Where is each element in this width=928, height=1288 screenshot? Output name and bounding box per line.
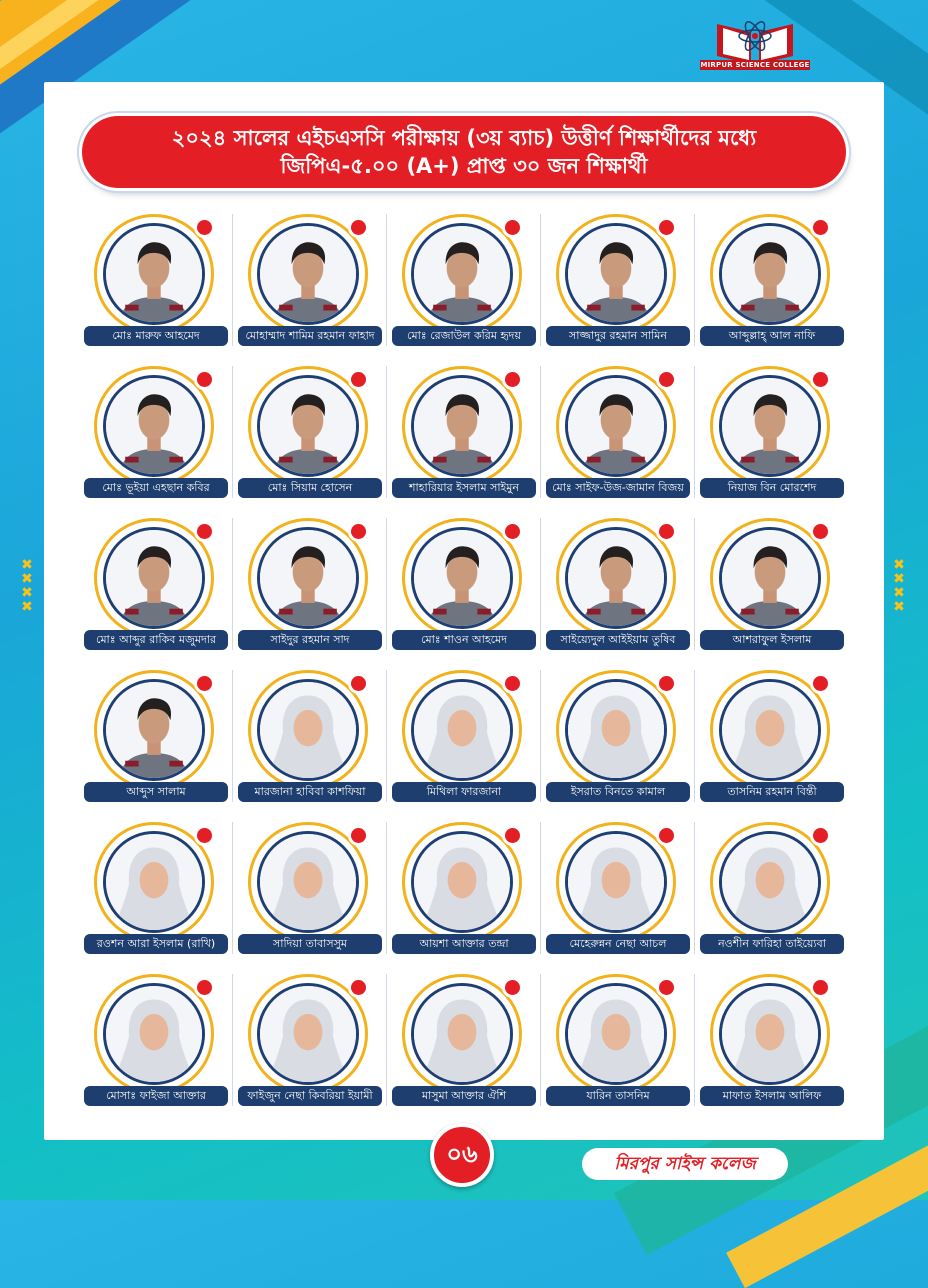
photo-frame (257, 375, 359, 477)
student-photo (106, 834, 202, 930)
student-name: মেহেরুন্নন নেছা আচল (546, 934, 690, 954)
student-name: মোঃ মারুফ আহমেদ (84, 326, 228, 346)
red-dot-icon (659, 676, 674, 691)
student-name: রওশন আরা ইসলাম (রাখি) (84, 934, 228, 954)
student-name: মোঃ আব্দুর রাকিব মজুমদার (84, 630, 228, 650)
student-card (390, 670, 542, 820)
column-divider (694, 214, 695, 346)
column-divider (386, 974, 387, 1106)
column-divider (386, 518, 387, 650)
student-card (236, 974, 388, 1124)
student-photo (106, 986, 202, 1082)
photo-frame (257, 679, 359, 781)
column-divider (694, 518, 695, 650)
red-dot-icon (813, 980, 828, 995)
student-card (544, 214, 696, 364)
photo-frame (103, 983, 205, 1085)
student-name: মোঃ শাওন আহমেদ (392, 630, 536, 650)
student-card (390, 822, 542, 972)
red-dot-icon (351, 524, 366, 539)
student-name: যারিন তাসনিম (546, 1086, 690, 1106)
title-banner (82, 116, 846, 188)
student-photo (568, 986, 664, 1082)
student-photo (722, 682, 818, 778)
student-photo (106, 226, 202, 322)
student-name: শাহারিয়ার ইসলাম সাইমুন (392, 478, 536, 498)
red-dot-icon (813, 524, 828, 539)
photo-frame (257, 527, 359, 629)
student-photo (722, 834, 818, 930)
student-card (390, 214, 542, 364)
student-photo (260, 834, 356, 930)
student-photo (722, 226, 818, 322)
logo-text: MIRPUR SCIENCE COLLEGE (700, 61, 810, 69)
photo-frame (719, 831, 821, 933)
column-divider (694, 974, 695, 1106)
student-photo (414, 682, 510, 778)
red-dot-icon (659, 524, 674, 539)
student-name: মোঃ রেজাউল করিম হৃদয় (392, 326, 536, 346)
student-name: ফাইজুন নেছা কিবরিয়া ইয়ামী (238, 1086, 382, 1106)
decor-cross-icon: ✖ ✖ ✖ ✖ (21, 557, 33, 615)
student-name: সাজ্জাদুর রহমান সামিন (546, 326, 690, 346)
red-dot-icon (197, 220, 212, 235)
red-dot-icon (505, 980, 520, 995)
column-divider (386, 822, 387, 954)
photo-frame (103, 679, 205, 781)
student-photo (260, 378, 356, 474)
student-card (236, 214, 388, 364)
student-card (390, 974, 542, 1124)
student-card (698, 518, 850, 668)
photo-frame (565, 527, 667, 629)
column-divider (232, 822, 233, 954)
column-divider (232, 974, 233, 1106)
red-dot-icon (351, 676, 366, 691)
red-dot-icon (505, 828, 520, 843)
student-photo (568, 834, 664, 930)
student-card (82, 518, 234, 668)
student-card (544, 822, 696, 972)
column-divider (232, 518, 233, 650)
student-card (698, 214, 850, 364)
banner-title-line1: ২০২৪ সালের এইচএসসি পরীক্ষায় (৩য় ব্যাচ) উত্তীর্ণ শিক্ষার্থীদের মধ্যে (171, 126, 757, 150)
student-photo (414, 530, 510, 626)
red-dot-icon (813, 220, 828, 235)
red-dot-icon (505, 372, 520, 387)
student-card (544, 974, 696, 1124)
student-name: তাসনিম রহমান বিন্তী (700, 782, 844, 802)
student-photo (414, 378, 510, 474)
column-divider (232, 670, 233, 802)
column-divider (386, 366, 387, 498)
photo-frame (565, 679, 667, 781)
student-name: মাসুমা আক্তার ঐশি (392, 1086, 536, 1106)
student-name: আব্দুল্লাহ্ আল নাফি (700, 326, 844, 346)
column-divider (232, 214, 233, 346)
student-name: আশরাফুল ইসলাম (700, 630, 844, 650)
student-card (82, 974, 234, 1124)
photo-frame (103, 527, 205, 629)
student-name: মোসাঃ ফাইজা আক্তার (84, 1086, 228, 1106)
student-name: ইসরাত বিনতে কামাল (546, 782, 690, 802)
student-name: নওশীন ফারিহা তাইয়্যেবা (700, 934, 844, 954)
student-card (82, 214, 234, 364)
student-card (390, 518, 542, 668)
student-name: নিয়াজ বিন মোরশেদ (700, 478, 844, 498)
student-photo (414, 226, 510, 322)
student-name: মাফাত ইসলাম আলিফ (700, 1086, 844, 1106)
student-name: সাইদুর রহমান সাদ (238, 630, 382, 650)
red-dot-icon (813, 676, 828, 691)
student-card (82, 822, 234, 972)
student-photo (106, 530, 202, 626)
student-card (698, 974, 850, 1124)
student-card (698, 670, 850, 820)
student-photo (106, 378, 202, 474)
red-dot-icon (659, 220, 674, 235)
red-dot-icon (351, 980, 366, 995)
red-dot-icon (505, 220, 520, 235)
red-dot-icon (351, 220, 366, 235)
photo-frame (257, 831, 359, 933)
red-dot-icon (659, 828, 674, 843)
photo-frame (411, 679, 513, 781)
student-name: আব্দুস সালাম (84, 782, 228, 802)
column-divider (540, 974, 541, 1106)
student-name: মোঃ সাইফ-উজ-জামান বিজয় (546, 478, 690, 498)
red-dot-icon (197, 372, 212, 387)
student-card (236, 670, 388, 820)
student-photo (414, 834, 510, 930)
student-photo (260, 682, 356, 778)
student-photo (414, 986, 510, 1082)
student-card (698, 822, 850, 972)
photo-frame (565, 375, 667, 477)
photo-frame (257, 983, 359, 1085)
column-divider (540, 670, 541, 802)
photo-frame (565, 223, 667, 325)
student-card (544, 366, 696, 516)
student-name: মিথিলা ফারজানা (392, 782, 536, 802)
student-photo (106, 682, 202, 778)
student-photo (260, 226, 356, 322)
student-name: মোঃ ভূইয়া এহছান কবির (84, 478, 228, 498)
red-dot-icon (351, 372, 366, 387)
red-dot-icon (813, 828, 828, 843)
red-dot-icon (505, 524, 520, 539)
student-card (236, 518, 388, 668)
student-photo (260, 986, 356, 1082)
student-card (236, 366, 388, 516)
student-photo (568, 682, 664, 778)
red-dot-icon (813, 372, 828, 387)
student-name: মারজানা হাবিবা কাশফিয়া (238, 782, 382, 802)
student-photo (722, 378, 818, 474)
student-photo (568, 226, 664, 322)
photo-frame (257, 223, 359, 325)
photo-frame (103, 223, 205, 325)
student-photo (568, 378, 664, 474)
student-card (82, 366, 234, 516)
student-card (698, 366, 850, 516)
photo-frame (719, 983, 821, 1085)
student-card (390, 366, 542, 516)
column-divider (540, 822, 541, 954)
footer-college-name: মিরপুর সাইন্স কলেজ (582, 1148, 788, 1180)
student-card (236, 822, 388, 972)
student-photo (260, 530, 356, 626)
banner-title-line2: জিপিএ-৫.০০ (A+) প্রাপ্ত ৩০ জন শিক্ষার্থী (280, 154, 648, 178)
photo-frame (103, 831, 205, 933)
column-divider (386, 214, 387, 346)
column-divider (386, 670, 387, 802)
photo-frame (411, 375, 513, 477)
column-divider (694, 670, 695, 802)
photo-frame (411, 831, 513, 933)
red-dot-icon (197, 980, 212, 995)
column-divider (540, 366, 541, 498)
column-divider (540, 518, 541, 650)
photo-frame (411, 223, 513, 325)
photo-frame (719, 679, 821, 781)
red-dot-icon (197, 524, 212, 539)
photo-frame (565, 983, 667, 1085)
student-card (82, 670, 234, 820)
student-name: সাদিয়া তাবাসসুম (238, 934, 382, 954)
photo-frame (411, 527, 513, 629)
red-dot-icon (351, 828, 366, 843)
red-dot-icon (197, 676, 212, 691)
student-name: সাইয়্যেদুল আইইয়াম তুষিব (546, 630, 690, 650)
red-dot-icon (505, 676, 520, 691)
photo-frame (719, 375, 821, 477)
photo-frame (719, 527, 821, 629)
column-divider (694, 366, 695, 498)
student-card (544, 518, 696, 668)
student-photo (722, 530, 818, 626)
photo-frame (103, 375, 205, 477)
student-photo (722, 986, 818, 1082)
page-number-badge: ০৬ (430, 1123, 494, 1187)
student-name: মোহাম্মাদ শামিম রহমান ফাহাদ (238, 326, 382, 346)
student-name: আয়শা আক্তার তন্দ্রা (392, 934, 536, 954)
photo-frame (411, 983, 513, 1085)
column-divider (540, 214, 541, 346)
red-dot-icon (659, 372, 674, 387)
photo-frame (719, 223, 821, 325)
student-name: মোঃ সিয়াম হোসেন (238, 478, 382, 498)
red-dot-icon (197, 828, 212, 843)
column-divider (232, 366, 233, 498)
decor-cross-icon: ✖ ✖ ✖ ✖ (893, 557, 905, 615)
red-dot-icon (659, 980, 674, 995)
student-photo (568, 530, 664, 626)
photo-frame (565, 831, 667, 933)
student-card (544, 670, 696, 820)
column-divider (694, 822, 695, 954)
